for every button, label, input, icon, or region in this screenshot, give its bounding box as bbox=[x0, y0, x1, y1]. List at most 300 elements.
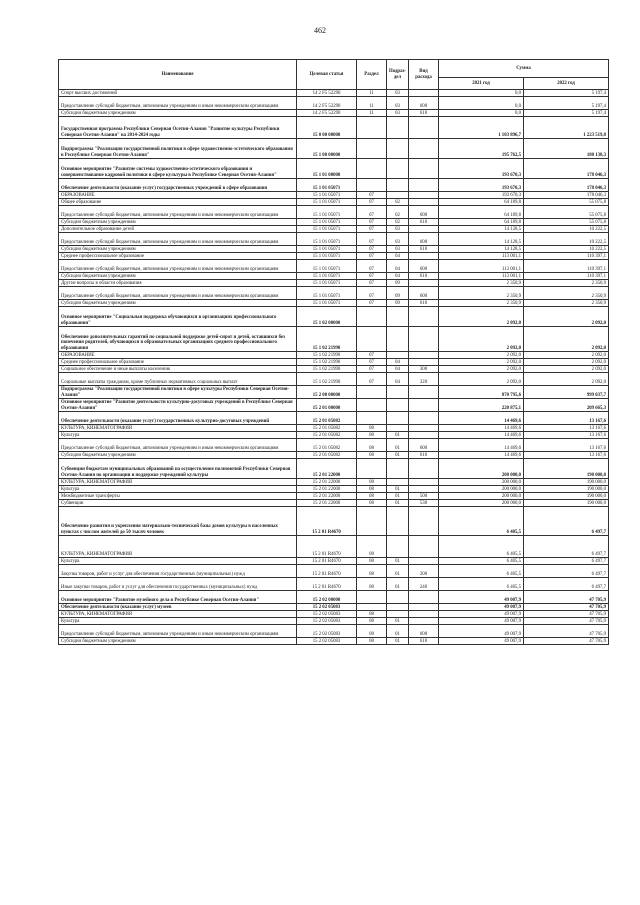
row-type-cell: 610 bbox=[409, 300, 439, 307]
row-code-cell: 15 2 02 05083 bbox=[297, 625, 357, 638]
table-row bbox=[59, 117, 609, 139]
row-2021-cell: 6 405,5 bbox=[439, 536, 524, 558]
row-2021-cell: 193 670,3 bbox=[439, 179, 524, 192]
row-code-cell: 15 1 01 05071 bbox=[297, 179, 357, 192]
row-2021-cell: 2 092,0 bbox=[439, 373, 524, 386]
row-2021-cell: 6 405,5 bbox=[439, 507, 524, 536]
row-2022-cell: 190 000,0 bbox=[524, 500, 609, 507]
row-subsection-cell bbox=[387, 179, 409, 192]
row-name-cell: Подпрограмма "Реализация государственной политики в сфере художественно-эстетического образования в Республике Северная Осетия-Алания" bbox=[59, 139, 297, 159]
row-type-cell bbox=[409, 139, 439, 159]
table-row bbox=[59, 558, 609, 565]
row-code-cell: 15 0 00 00000 bbox=[297, 117, 357, 139]
row-code-cell: 15 2 01 05082 bbox=[297, 432, 357, 439]
header-name: Наименование bbox=[59, 60, 297, 90]
row-2022-cell: 2 092,0 bbox=[524, 366, 609, 373]
row-2021-cell: 49 007,9 bbox=[439, 625, 524, 638]
row-code-cell: 15 2 01 R4670 bbox=[297, 507, 357, 536]
table-row bbox=[59, 192, 609, 199]
row-code-cell: 15 2 02 05083 bbox=[297, 618, 357, 625]
row-subsection-cell: 01 bbox=[387, 493, 409, 500]
row-code-cell: 15 1 01 05071 bbox=[297, 280, 357, 287]
row-name-cell: Субсидии бюджетным учреждениям bbox=[59, 110, 297, 117]
row-2022-cell: 47 705,9 bbox=[524, 618, 609, 625]
row-name-cell: Среднее профессиональное образование bbox=[59, 253, 297, 260]
row-code-cell: 15 1 02 21990 bbox=[297, 352, 357, 359]
row-2021-cell: 2 092,0 bbox=[439, 366, 524, 373]
row-2021-cell: 6 405,5 bbox=[439, 558, 524, 565]
row-2022-cell: 6 497,7 bbox=[524, 558, 609, 565]
row-code-cell: 15 1 01 05071 bbox=[297, 199, 357, 206]
row-2021-cell: 113 001,1 bbox=[439, 273, 524, 280]
row-section-cell: 11 bbox=[357, 90, 387, 97]
row-type-cell bbox=[409, 117, 439, 139]
table-row bbox=[59, 399, 609, 412]
row-section-cell: 07 bbox=[357, 300, 387, 307]
row-subsection-cell bbox=[387, 604, 409, 611]
row-name-cell: Субвенции bbox=[59, 500, 297, 507]
row-2022-cell: 2 092,0 bbox=[524, 307, 609, 327]
row-name-cell: Предоставление субсидий бюджетным, автономным учреждениям и иным некоммерческим организациям bbox=[59, 625, 297, 638]
table-row bbox=[59, 425, 609, 432]
row-section-cell: 07 bbox=[357, 273, 387, 280]
table-row bbox=[59, 604, 609, 611]
header-subsection: Подраз- дел bbox=[387, 60, 409, 90]
row-name-cell: КУЛЬТУРА, КИНЕМАТОГРАФИЯ bbox=[59, 611, 297, 618]
row-section-cell: 08 bbox=[357, 618, 387, 625]
row-2021-cell: 6 405,5 bbox=[439, 578, 524, 591]
row-2021-cell: 220 875,1 bbox=[439, 399, 524, 412]
row-subsection-cell: 01 bbox=[387, 638, 409, 645]
row-section-cell: 11 bbox=[357, 110, 387, 117]
row-2022-cell: 13 167,6 bbox=[524, 432, 609, 439]
row-code-cell: 15 1 01 05071 bbox=[297, 206, 357, 219]
table-row bbox=[59, 307, 609, 327]
row-2021-cell: 14 469,6 bbox=[439, 452, 524, 459]
row-type-cell: 500 bbox=[409, 493, 439, 500]
row-type-cell: 610 bbox=[409, 452, 439, 459]
table-row bbox=[59, 536, 609, 558]
row-2022-cell: 2 092,0 bbox=[524, 359, 609, 366]
row-type-cell bbox=[409, 507, 439, 536]
row-2021-cell: 195 762,5 bbox=[439, 139, 524, 159]
row-subsection-cell: 04 bbox=[387, 273, 409, 280]
row-name-cell: Культура bbox=[59, 432, 297, 439]
row-2022-cell: 2 350,9 bbox=[524, 300, 609, 307]
row-2022-cell: 110 397,1 bbox=[524, 260, 609, 273]
row-2022-cell: 190 000,0 bbox=[524, 459, 609, 479]
row-name-cell: Предоставление субсидий бюджетным, автономным учреждениям и иным некоммерческим организациям bbox=[59, 287, 297, 300]
row-code-cell: 15 2 00 00000 bbox=[297, 386, 357, 399]
table-row bbox=[59, 500, 609, 507]
table-row bbox=[59, 493, 609, 500]
row-code-cell: 15 2 01 00000 bbox=[297, 399, 357, 412]
row-type-cell bbox=[409, 432, 439, 439]
row-name-cell: Основное мероприятие "Развитие деятельности культурно-досуговых учреждений в Республике Северная Осетия-Алания" bbox=[59, 399, 297, 412]
row-name-cell: Подпрограмма "Реализация государственной политики в сфере культуры Республики Северная Осетия-Алания" bbox=[59, 386, 297, 399]
row-name-cell: Другие вопросы в области образования bbox=[59, 280, 297, 287]
row-name-cell: Социальное обеспечение и иные выплаты населению bbox=[59, 366, 297, 373]
row-subsection-cell: 01 bbox=[387, 625, 409, 638]
row-section-cell bbox=[357, 307, 387, 327]
row-type-cell: 600 bbox=[409, 97, 439, 110]
row-type-cell: 600 bbox=[409, 233, 439, 246]
row-name-cell: ОБРАЗОВАНИЕ bbox=[59, 192, 297, 199]
row-section-cell: 08 bbox=[357, 486, 387, 493]
row-subsection-cell: 04 bbox=[387, 253, 409, 260]
row-name-cell: Дополнительное образование детей bbox=[59, 226, 297, 233]
row-section-cell: 07 bbox=[357, 373, 387, 386]
row-name-cell: Иные закупки товаров, работ и услуг для обеспечения государственных (муниципальных) нужд bbox=[59, 578, 297, 591]
row-2022-cell: 2 092,0 bbox=[524, 327, 609, 352]
table-row bbox=[59, 412, 609, 425]
table-row bbox=[59, 432, 609, 439]
header-section: Раздел bbox=[357, 60, 387, 90]
row-section-cell: 07 bbox=[357, 287, 387, 300]
row-code-cell: 15 1 00 00000 bbox=[297, 139, 357, 159]
row-type-cell bbox=[409, 352, 439, 359]
row-code-cell: 15 2 02 05083 bbox=[297, 604, 357, 611]
row-code-cell: 15 1 01 05071 bbox=[297, 300, 357, 307]
row-type-cell: 200 bbox=[409, 565, 439, 578]
row-section-cell: 08 bbox=[357, 479, 387, 486]
row-2022-cell: 6 497,7 bbox=[524, 565, 609, 578]
row-section-cell: 08 bbox=[357, 578, 387, 591]
row-section-cell: 08 bbox=[357, 432, 387, 439]
row-subsection-cell bbox=[387, 386, 409, 399]
row-section-cell: 11 bbox=[357, 97, 387, 110]
row-2022-cell: 1 223 519,8 bbox=[524, 117, 609, 139]
row-subsection-cell bbox=[387, 611, 409, 618]
row-2022-cell: 55 075,8 bbox=[524, 219, 609, 226]
row-section-cell bbox=[357, 459, 387, 479]
table-row bbox=[59, 199, 609, 206]
row-type-cell: 600 bbox=[409, 206, 439, 219]
row-name-cell: КУЛЬТУРА, КИНЕМАТОГРАФИЯ bbox=[59, 425, 297, 432]
row-type-cell bbox=[409, 459, 439, 479]
table-row bbox=[59, 327, 609, 352]
row-2021-cell: 2 092,0 bbox=[439, 359, 524, 366]
row-code-cell: 15 1 01 05071 bbox=[297, 273, 357, 280]
row-code-cell: 15 2 01 22000 bbox=[297, 493, 357, 500]
row-name-cell: Культура bbox=[59, 486, 297, 493]
row-name-cell: Обеспечение дополнительных гарантий по социальной поддержке детей-сирот и детей, оставшихся без попечения родителей, обучающихся в образовательных организациях среднего профессионального образования bbox=[59, 327, 297, 352]
header-code: Целевая статья bbox=[297, 60, 357, 90]
row-subsection-cell bbox=[387, 536, 409, 558]
table-row bbox=[59, 452, 609, 459]
row-2022-cell: 178 046,3 bbox=[524, 159, 609, 179]
row-subsection-cell bbox=[387, 192, 409, 199]
row-2021-cell: 870 795,6 bbox=[439, 386, 524, 399]
row-subsection-cell: 09 bbox=[387, 300, 409, 307]
row-2022-cell: 110 397,1 bbox=[524, 273, 609, 280]
row-code-cell: 14 2 F5 52290 bbox=[297, 90, 357, 97]
row-section-cell: 08 bbox=[357, 565, 387, 578]
table-row bbox=[59, 486, 609, 493]
row-section-cell: 07 bbox=[357, 192, 387, 199]
row-subsection-cell bbox=[387, 159, 409, 179]
row-2021-cell: 200 000,0 bbox=[439, 493, 524, 500]
table-row bbox=[59, 507, 609, 536]
row-subsection-cell: 01 bbox=[387, 452, 409, 459]
row-code-cell: 15 1 01 05071 bbox=[297, 226, 357, 233]
row-subsection-cell: 04 bbox=[387, 366, 409, 373]
table-row bbox=[59, 260, 609, 273]
row-name-cell: Среднее профессиональное образование bbox=[59, 359, 297, 366]
row-subsection-cell: 04 bbox=[387, 359, 409, 366]
row-code-cell: 15 2 01 05082 bbox=[297, 452, 357, 459]
table-row bbox=[59, 90, 609, 97]
row-type-cell: 300 bbox=[409, 366, 439, 373]
row-2021-cell: 49 007,9 bbox=[439, 638, 524, 645]
row-type-cell bbox=[409, 159, 439, 179]
row-code-cell: 15 1 02 21990 bbox=[297, 359, 357, 366]
table-row bbox=[59, 139, 609, 159]
row-type-cell: 610 bbox=[409, 246, 439, 253]
row-subsection-cell bbox=[387, 459, 409, 479]
row-2022-cell: 10 222,5 bbox=[524, 246, 609, 253]
header-sum: Сумма bbox=[439, 60, 609, 78]
row-code-cell: 15 2 01 R4670 bbox=[297, 536, 357, 558]
row-section-cell bbox=[357, 327, 387, 352]
row-type-cell: 610 bbox=[409, 110, 439, 117]
table-row bbox=[59, 439, 609, 452]
row-subsection-cell: 03 bbox=[387, 110, 409, 117]
row-2021-cell: 2 092,0 bbox=[439, 327, 524, 352]
row-type-cell: 610 bbox=[409, 273, 439, 280]
row-section-cell: 08 bbox=[357, 500, 387, 507]
row-code-cell: 15 1 02 21990 bbox=[297, 327, 357, 352]
row-code-cell: 15 2 02 00000 bbox=[297, 591, 357, 604]
row-2021-cell: 2 092,0 bbox=[439, 352, 524, 359]
row-2022-cell: 178 046,3 bbox=[524, 179, 609, 192]
row-name-cell: Основное мероприятие "Социальная поддержка обучающихся в организациях профессионального образования" bbox=[59, 307, 297, 327]
row-type-cell bbox=[409, 425, 439, 432]
row-type-cell bbox=[409, 611, 439, 618]
row-name-cell: Субсидии бюджетным учреждениям bbox=[59, 273, 297, 280]
row-code-cell: 15 2 01 05082 bbox=[297, 425, 357, 432]
row-2021-cell: 200 000,0 bbox=[439, 500, 524, 507]
row-code-cell: 15 2 01 22000 bbox=[297, 486, 357, 493]
row-2022-cell: 5 197,4 bbox=[524, 110, 609, 117]
row-section-cell: 07 bbox=[357, 352, 387, 359]
row-code-cell: 15 1 02 21990 bbox=[297, 366, 357, 373]
row-2021-cell: 2 092,0 bbox=[439, 307, 524, 327]
table-row bbox=[59, 479, 609, 486]
row-2022-cell: 2 350,9 bbox=[524, 287, 609, 300]
row-subsection-cell: 01 bbox=[387, 565, 409, 578]
row-subsection-cell: 01 bbox=[387, 486, 409, 493]
row-2021-cell: 6 405,5 bbox=[439, 565, 524, 578]
row-2021-cell: 2 350,9 bbox=[439, 280, 524, 287]
row-2022-cell: 47 705,9 bbox=[524, 638, 609, 645]
row-subsection-cell: 03 bbox=[387, 233, 409, 246]
row-2022-cell: 13 167,6 bbox=[524, 412, 609, 425]
table-row bbox=[59, 565, 609, 578]
row-subsection-cell: 03 bbox=[387, 90, 409, 97]
row-type-cell bbox=[409, 327, 439, 352]
table-row bbox=[59, 591, 609, 604]
row-name-cell: Социальные выплаты гражданам, кроме публичных нормативных социальных выплат bbox=[59, 373, 297, 386]
table-row bbox=[59, 226, 609, 233]
row-code-cell: 15 1 01 05071 bbox=[297, 192, 357, 199]
table-row bbox=[59, 386, 609, 399]
row-2021-cell: 49 007,9 bbox=[439, 618, 524, 625]
row-name-cell: Субсидии бюджетным учреждениям bbox=[59, 638, 297, 645]
row-2021-cell: 193 670,3 bbox=[439, 192, 524, 199]
row-2022-cell: 55 075,8 bbox=[524, 206, 609, 219]
table-row bbox=[59, 625, 609, 638]
row-2021-cell: 0,0 bbox=[439, 97, 524, 110]
header-year-2022: 2022 год bbox=[524, 78, 609, 90]
row-section-cell: 08 bbox=[357, 425, 387, 432]
row-2022-cell: 47 705,9 bbox=[524, 591, 609, 604]
row-2022-cell: 13 167,6 bbox=[524, 439, 609, 452]
row-name-cell: Предоставление субсидий бюджетным, автономным учреждениям и иным некоммерческим организациям bbox=[59, 206, 297, 219]
row-code-cell: 15 1 01 05071 bbox=[297, 287, 357, 300]
row-2021-cell: 14 469,6 bbox=[439, 439, 524, 452]
row-section-cell: 08 bbox=[357, 452, 387, 459]
row-subsection-cell: 01 bbox=[387, 439, 409, 452]
table-row bbox=[59, 618, 609, 625]
table-row bbox=[59, 97, 609, 110]
row-2021-cell: 14 128,5 bbox=[439, 226, 524, 233]
row-2021-cell: 1 103 896,7 bbox=[439, 117, 524, 139]
row-subsection-cell bbox=[387, 425, 409, 432]
row-type-cell bbox=[409, 359, 439, 366]
row-section-cell bbox=[357, 507, 387, 536]
row-type-cell bbox=[409, 199, 439, 206]
row-2021-cell: 64 189,8 bbox=[439, 206, 524, 219]
row-code-cell: 14 2 F5 52290 bbox=[297, 110, 357, 117]
table-row bbox=[59, 179, 609, 192]
row-section-cell: 07 bbox=[357, 246, 387, 253]
row-code-cell: 15 2 02 05083 bbox=[297, 638, 357, 645]
row-2022-cell: 10 222,5 bbox=[524, 226, 609, 233]
row-2021-cell: 14 128,5 bbox=[439, 246, 524, 253]
row-2022-cell: 2 092,0 bbox=[524, 352, 609, 359]
row-2022-cell: 6 497,7 bbox=[524, 578, 609, 591]
row-subsection-cell: 04 bbox=[387, 373, 409, 386]
table-row bbox=[59, 159, 609, 179]
row-name-cell: Субсидии бюджетным учреждениям bbox=[59, 246, 297, 253]
row-code-cell: 15 2 01 R4670 bbox=[297, 558, 357, 565]
row-subsection-cell: 01 bbox=[387, 618, 409, 625]
row-type-cell bbox=[409, 591, 439, 604]
row-type-cell: 530 bbox=[409, 500, 439, 507]
row-name-cell: Закупка товаров, работ и услуг для обеспечения государственных (муниципальных) нужд bbox=[59, 565, 297, 578]
table-row bbox=[59, 246, 609, 253]
table-row bbox=[59, 373, 609, 386]
row-2021-cell: 49 007,9 bbox=[439, 611, 524, 618]
row-section-cell bbox=[357, 604, 387, 611]
row-type-cell bbox=[409, 192, 439, 199]
row-section-cell: 07 bbox=[357, 366, 387, 373]
row-name-cell: Общее образование bbox=[59, 199, 297, 206]
row-subsection-cell bbox=[387, 412, 409, 425]
page-number: 462 bbox=[314, 26, 326, 35]
row-name-cell: Спорт высших достижений bbox=[59, 90, 297, 97]
row-name-cell: Предоставление субсидий бюджетным, автономным учреждениям и иным некоммерческим организациям bbox=[59, 97, 297, 110]
table-row bbox=[59, 110, 609, 117]
header-type: Вид расхода bbox=[409, 60, 439, 90]
row-2022-cell: 47 705,9 bbox=[524, 611, 609, 618]
row-2022-cell: 6 497,7 bbox=[524, 536, 609, 558]
table-row bbox=[59, 280, 609, 287]
row-2021-cell: 64 189,8 bbox=[439, 199, 524, 206]
row-type-cell: 320 bbox=[409, 373, 439, 386]
row-2021-cell: 2 350,9 bbox=[439, 287, 524, 300]
row-section-cell bbox=[357, 159, 387, 179]
table-row bbox=[59, 578, 609, 591]
row-code-cell: 14 2 F5 52290 bbox=[297, 97, 357, 110]
row-name-cell: КУЛЬТУРА, КИНЕМАТОГРАФИЯ bbox=[59, 536, 297, 558]
row-section-cell bbox=[357, 386, 387, 399]
row-2022-cell: 13 167,6 bbox=[524, 425, 609, 432]
row-code-cell: 15 1 02 21990 bbox=[297, 373, 357, 386]
row-subsection-cell bbox=[387, 352, 409, 359]
table-row bbox=[59, 300, 609, 307]
row-section-cell: 08 bbox=[357, 439, 387, 452]
row-2022-cell: 999 037,7 bbox=[524, 386, 609, 399]
row-subsection-cell bbox=[387, 327, 409, 352]
table-row bbox=[59, 253, 609, 260]
table-row bbox=[59, 366, 609, 373]
row-subsection-cell: 03 bbox=[387, 246, 409, 253]
row-type-cell bbox=[409, 479, 439, 486]
row-2021-cell: 64 189,8 bbox=[439, 219, 524, 226]
row-name-cell: Обеспечение деятельности (оказание услуг) музеев bbox=[59, 604, 297, 611]
row-2022-cell: 2 350,9 bbox=[524, 280, 609, 287]
row-subsection-cell: 01 bbox=[387, 432, 409, 439]
row-2021-cell: 193 670,3 bbox=[439, 159, 524, 179]
row-2021-cell: 200 000,0 bbox=[439, 486, 524, 493]
row-name-cell: Государственная программа Республики Северная Осетия-Алания "Развитие культуры Республики Северная Осетия-Алания" на 2014-2024 годы bbox=[59, 117, 297, 139]
row-2022-cell: 209 665,3 bbox=[524, 399, 609, 412]
row-name-cell: Обеспечение деятельности (оказание услуг) государственных культурно-досуговых учреждений bbox=[59, 412, 297, 425]
row-type-cell: 240 bbox=[409, 578, 439, 591]
row-type-cell: 600 bbox=[409, 439, 439, 452]
row-code-cell: 15 1 01 05071 bbox=[297, 219, 357, 226]
row-section-cell bbox=[357, 412, 387, 425]
budget-table bbox=[58, 59, 609, 645]
row-name-cell: Субсидии бюджетным учреждениям bbox=[59, 300, 297, 307]
row-subsection-cell: 01 bbox=[387, 578, 409, 591]
row-section-cell bbox=[357, 139, 387, 159]
row-2022-cell: 180 138,3 bbox=[524, 139, 609, 159]
row-2021-cell: 200 000,0 bbox=[439, 479, 524, 486]
row-type-cell bbox=[409, 486, 439, 493]
row-subsection-cell bbox=[387, 117, 409, 139]
row-section-cell: 07 bbox=[357, 233, 387, 246]
row-2022-cell: 178 046,3 bbox=[524, 192, 609, 199]
row-type-cell bbox=[409, 604, 439, 611]
row-code-cell: 15 2 01 22000 bbox=[297, 479, 357, 486]
row-section-cell: 08 bbox=[357, 493, 387, 500]
row-code-cell: 15 2 01 R4670 bbox=[297, 578, 357, 591]
row-2021-cell: 14 469,6 bbox=[439, 432, 524, 439]
row-name-cell: Межбюджетные трансферты bbox=[59, 493, 297, 500]
row-section-cell: 08 bbox=[357, 638, 387, 645]
row-subsection-cell bbox=[387, 139, 409, 159]
row-section-cell: 08 bbox=[357, 536, 387, 558]
row-code-cell: 15 1 02 00000 bbox=[297, 307, 357, 327]
row-name-cell: Субсидии бюджетным учреждениям bbox=[59, 452, 297, 459]
row-code-cell: 15 1 01 05071 bbox=[297, 260, 357, 273]
row-type-cell bbox=[409, 253, 439, 260]
row-2022-cell: 13 167,6 bbox=[524, 452, 609, 459]
row-section-cell bbox=[357, 179, 387, 192]
